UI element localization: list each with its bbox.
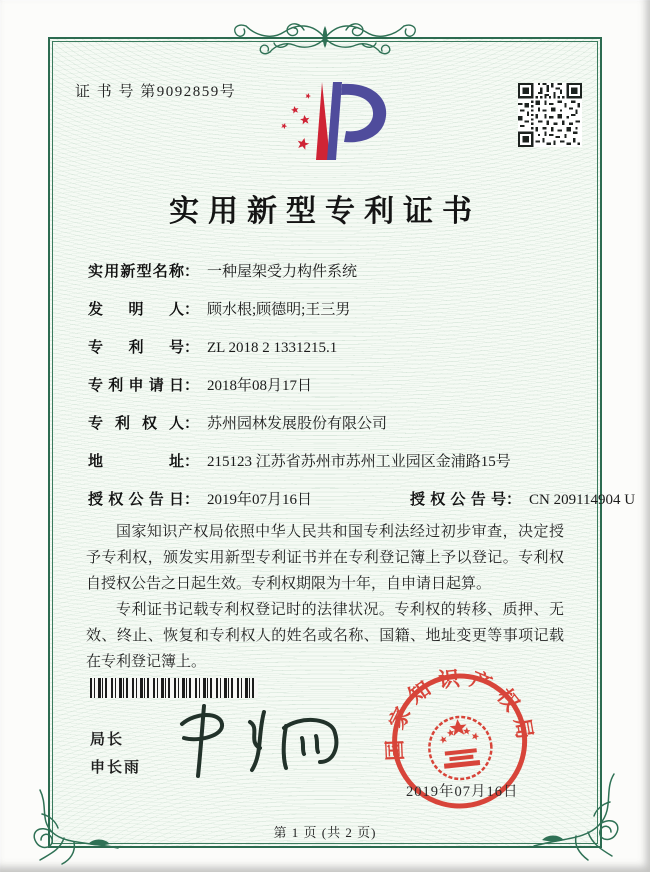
field-value: ZL 2018 2 1331215.1 (207, 340, 338, 356)
field-value: 苏州园林发展股份有限公司 (207, 416, 388, 432)
barcode (90, 678, 258, 698)
field-colon: ： (506, 491, 522, 508)
field-grant-number (410, 488, 635, 509)
field-colon: ： (184, 263, 200, 280)
field-row-patentee (88, 412, 588, 434)
field-value: 2019年07月16日 (207, 492, 313, 508)
field-row-grant-date (88, 488, 636, 510)
field-value: 一种屋架受力构件系统 (207, 264, 358, 280)
field-label: 地址 (88, 453, 184, 470)
field-colon: ： (184, 415, 200, 432)
field-value: 215123 江苏省苏州市苏州工业园区金浦路15号 (207, 454, 511, 470)
signatory-name: 申长雨 (90, 759, 142, 776)
field-colon: ： (184, 339, 200, 356)
seal-date: 2019年07月16日 (406, 784, 519, 800)
field-colon: ： (184, 301, 200, 318)
svg-text:国家知识产权局 (376, 660, 538, 763)
bottom-right-corner-ornament-icon (530, 772, 622, 866)
field-label: 授权公告号 (410, 491, 506, 508)
field-label: 授权公告日 (88, 491, 184, 508)
field-row-name (88, 260, 588, 282)
cnipa-logo-icon (272, 76, 390, 175)
field-label: 专利号 (88, 339, 184, 356)
field-label: 实用新型名称 (88, 263, 184, 280)
field-value: CN 209114904 U (529, 492, 636, 508)
director-signature-icon (162, 696, 352, 789)
field-colon: ： (184, 453, 200, 470)
certificate-number: 证 书 号 第9092859号 (75, 84, 237, 100)
field-value: 2018年08月17日 (207, 378, 313, 394)
field-row-filing-date (88, 374, 588, 396)
field-value: 顾水根;顾德明;王三男 (207, 302, 351, 318)
legal-paragraph: 专利证书记载专利权登记时的法律状况。专利权的转移、质押、无效、终止、恢复和专利权人的姓名或名称、国籍、地址变更等事项记载在专利登记簿上。 (86, 602, 564, 670)
field-label: 专利权人 (88, 415, 184, 432)
field-colon: ： (184, 377, 200, 394)
field-row-inventors (88, 298, 588, 320)
field-label: 专利申请日 (88, 377, 184, 394)
certificate-title: 实用新型专利证书 (169, 195, 481, 228)
cnipa-official-seal (376, 655, 544, 835)
seal-text: 国家知识产权局 (383, 666, 538, 762)
field-row-address (88, 450, 588, 472)
qr-code (518, 83, 582, 152)
signatory-title: 局长 (90, 731, 125, 748)
legal-paragraph: 国家知识产权局依照中华人民共和国专利法经过初步审查，决定授予专利权，颁发实用新型专利证书并在专利登记簿上予以登记。专利权自授权公告之日起生效。专利权期限为十年，自申请日起算。 (86, 524, 564, 592)
field-colon: ： (184, 491, 200, 508)
field-row-patent-number (88, 336, 588, 358)
legal-text-block (86, 519, 564, 675)
top-flourish-ornament-icon (228, 14, 422, 58)
field-label: 发明人 (88, 301, 184, 318)
page-footer: 第 1 页 (共 2 页) (273, 825, 377, 840)
